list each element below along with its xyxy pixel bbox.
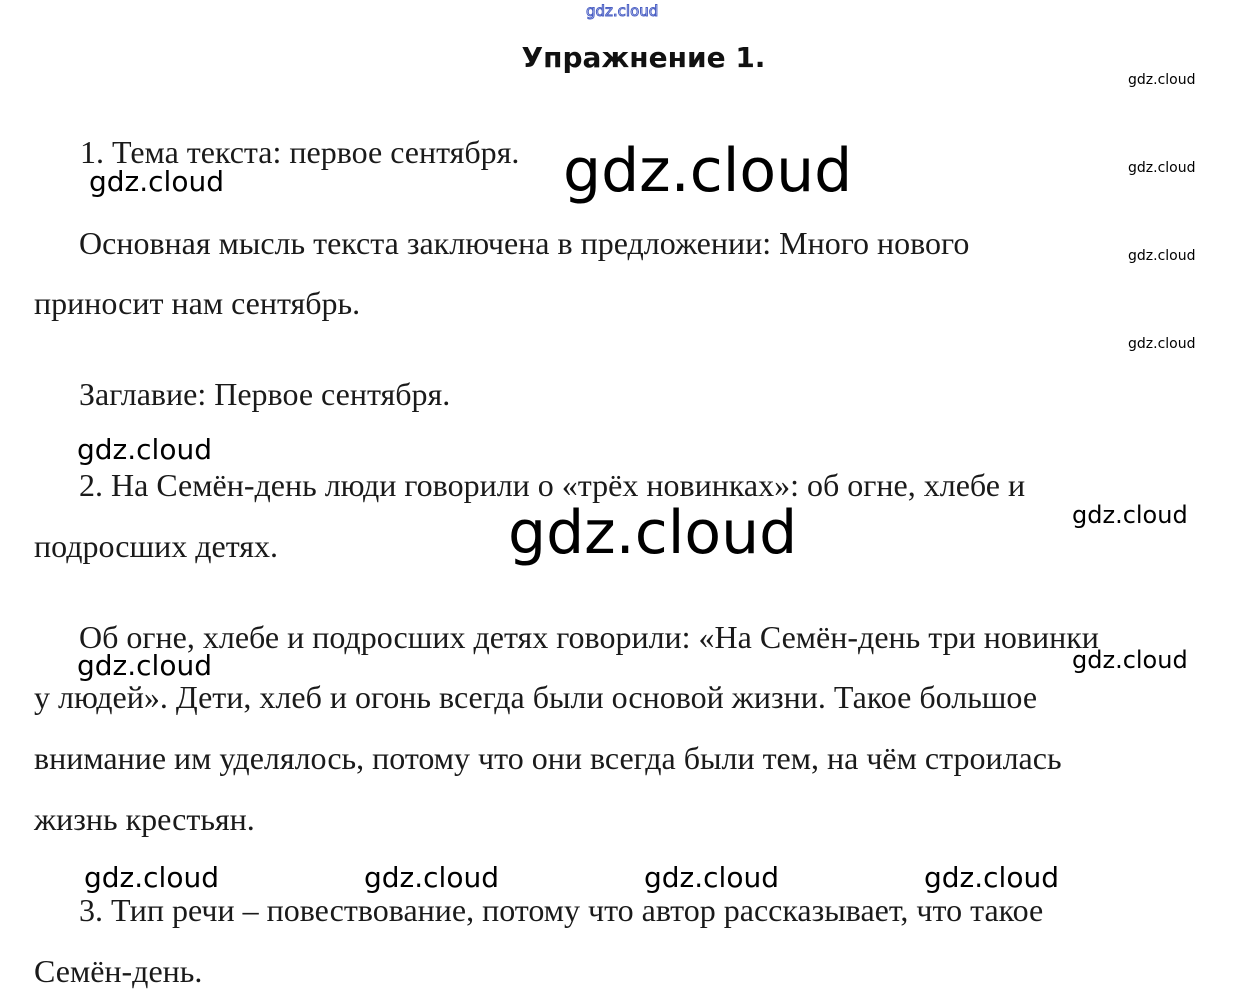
watermark-bottom: gdz.cloud	[924, 861, 1059, 894]
text-line-11: 3. Тип речи – повествование, потому что автор рассказывает, что такое	[79, 892, 1044, 928]
watermark-right: gdz.cloud	[1128, 248, 1196, 264]
watermark-right: gdz.cloud	[1128, 72, 1196, 88]
watermark-medium: gdz.cloud	[1072, 646, 1188, 674]
watermark-top: gdz.cloud	[586, 2, 659, 20]
text-line-8: у людей». Дети, хлеб и огонь всегда были основой жизни. Такое большое	[34, 679, 1038, 715]
watermark-medium: gdz.cloud	[77, 433, 212, 466]
text-line-4: Заглавие: Первое сентября.	[79, 376, 451, 412]
watermark-medium: gdz.cloud	[89, 165, 224, 198]
exercise-title: Упражнение 1.	[521, 41, 766, 74]
text-line-12: Семён-день.	[34, 953, 203, 989]
text-line-7: Об огне, хлебе и подросших детях говорили: «На Семён-день три новинки	[79, 619, 1099, 655]
text-line-5: 2. На Семён-день люди говорили о «трёх новинках»: об огне, хлебе и	[79, 467, 1026, 503]
text-line-10: жизнь крестьян.	[34, 801, 255, 837]
watermark-bottom: gdz.cloud	[364, 861, 499, 894]
text-line-2: Основная мысль текста заключена в предложении: Много нового	[79, 225, 970, 261]
watermark-bottom: gdz.cloud	[84, 861, 219, 894]
text-line-6: подросших детях.	[34, 528, 279, 564]
watermark-right: gdz.cloud	[1128, 160, 1196, 176]
watermark-medium: gdz.cloud	[77, 649, 212, 682]
watermark-bottom: gdz.cloud	[644, 861, 779, 894]
watermark-medium: gdz.cloud	[1072, 501, 1188, 529]
text-line-1: 1. Тема текста: первое сентября.	[80, 134, 520, 170]
watermark-large: gdz.cloud	[563, 136, 853, 206]
text-line-3: приносит нам сентябрь.	[34, 285, 361, 321]
watermark-large: gdz.cloud	[508, 498, 798, 568]
watermark-right: gdz.cloud	[1128, 336, 1196, 352]
text-line-9: внимание им уделялось, потому что они всегда были тем, на чём строилась	[34, 740, 1062, 776]
